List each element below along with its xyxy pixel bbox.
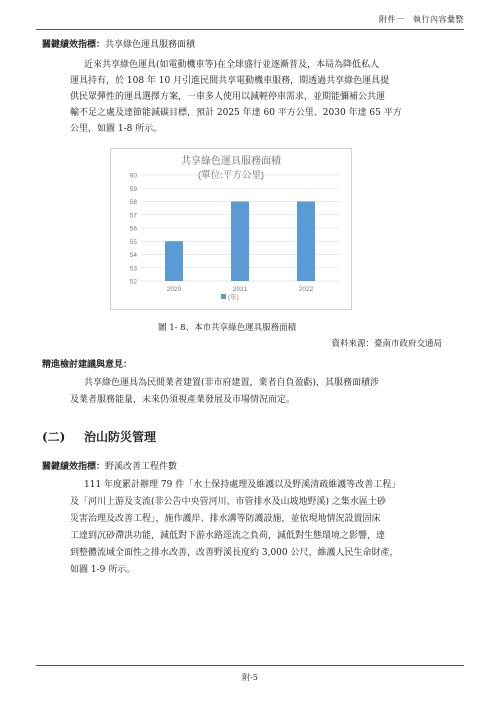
page-number: 附-5 <box>242 673 258 682</box>
figure-caption: 圖 1- 8、本市共享綠色運具服務面積 <box>158 323 297 333</box>
y-tick-label: 59 <box>129 185 137 193</box>
section-heading <box>42 428 156 445</box>
chart-subtitle: (單位:平方公里) <box>198 170 264 181</box>
block2-para-line: 共享綠色運具為民間業者建置(非市府建置，業者自負盈虧)，其服務面積涉 <box>84 378 380 388</box>
block3-para-line: 及「河川上游及支流(非公告中央管河川、市管排水及山坡地野溪) 之集水區土砂 <box>70 497 386 507</box>
running-header: 附件一 執行內容彙整 <box>379 15 464 24</box>
block1-para-line: 公里，如圖 1-8 所示。 <box>70 124 163 134</box>
bar-chart <box>111 149 351 309</box>
bar <box>231 202 249 282</box>
y-tick-label: 54 <box>129 252 137 259</box>
block3-para-line: 到整體流域全面性之排水改善，改善野溪長度約 3,000 公尺，維護人民生命財產， <box>70 548 399 558</box>
kpi-value-2: 野溪改善工程件數 <box>105 462 178 472</box>
block1-para-line: 輸不足之處及達節能減碳目標，預計 2025 年達 60 平方公里、2030 年達 65 平方 <box>70 108 402 118</box>
kpi-value-1: 共享綠色運具服務面積 <box>105 40 196 50</box>
block3-para-line: 災害治理及改善工程」，施作護岸、排水溝等防護設施，並依現地情況設置固床 <box>70 514 381 524</box>
block1-para-line: 供民眾彈性的運具選擇方案，一車多人使用以減輕停車需求，並期能彌補公共運 <box>70 92 386 102</box>
y-tick-label: 58 <box>129 199 137 206</box>
block1-para-line: 運具持有，於 108 年 10 月引進民間共享電動機車服務，期透過共享綠色運具提 <box>70 76 390 86</box>
chart-title: 共享綠色運具服務面積 <box>181 156 281 167</box>
y-tick-label: 56 <box>129 225 137 233</box>
chart-frame <box>110 148 352 310</box>
section-title: 治山防災管理 <box>84 430 157 444</box>
header-rule <box>36 29 464 30</box>
y-tick-label: 60 <box>129 172 137 180</box>
block1-para-line: 近來共享綠色運具(如電動機車等)在全球盛行並逐漸普及，本局為降低私人 <box>84 60 380 70</box>
kpi-label-1: 關鍵績效指標： <box>42 40 106 50</box>
x-tick-label: 2020 <box>166 286 182 293</box>
y-tick-label: 57 <box>129 212 137 220</box>
bar <box>165 241 183 281</box>
footer-rule <box>36 665 464 666</box>
kpi-label-2: 關鍵績效指標： <box>42 462 106 472</box>
x-tick-label: 2022 <box>298 286 314 293</box>
bar <box>297 202 315 282</box>
x-tick-label: 2021 <box>232 286 248 293</box>
block3-para-line: 如圖 1-9 所示。 <box>70 565 136 575</box>
kpi-line-1 <box>42 39 195 52</box>
figure-source: 資料來源：臺南市政府交通局 <box>331 339 442 349</box>
kpi-line-2 <box>42 461 177 474</box>
review-label: 精進檢討建議與意見： <box>42 360 133 370</box>
block2-para-line: 及業者服務能量，未來仍須視產業發展及市場情況而定。 <box>70 395 296 405</box>
block3-para-line: 111 年度累計辦理 79 件「水土保持處理及維護以及野溪清疏維護等改善工程」 <box>84 480 401 490</box>
legend-label: (年) <box>228 294 239 301</box>
block3-para-line: 工達到沉砂滯洪功能，減低對下游水路逕流之負荷，減低對生態環境之影響，達 <box>70 531 386 541</box>
y-tick-label: 55 <box>129 238 137 246</box>
y-tick-label: 52 <box>129 278 137 286</box>
y-tick-label: 53 <box>129 265 137 273</box>
section-number: (二) <box>42 430 66 444</box>
legend-swatch <box>221 294 226 299</box>
